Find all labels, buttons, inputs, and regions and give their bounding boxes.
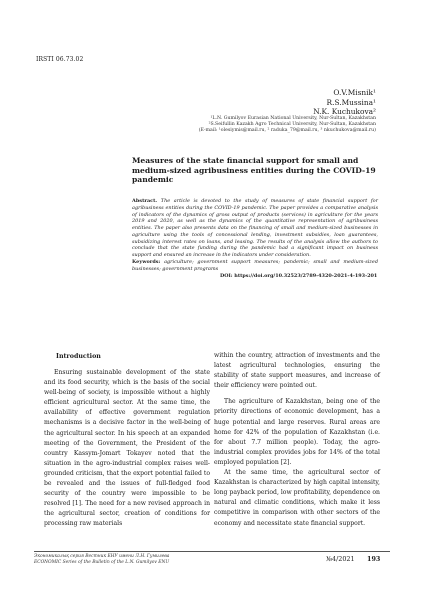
left-column	[44, 352, 210, 530]
affiliation: ¹L.N. Gumilyov Eurasian National University, Nur-Sultan, Kazakhstan	[210, 116, 376, 121]
author-list	[313, 88, 376, 117]
body-paragraph: The agriculture of Kazakhstan, being one of the priority directions of economic development, has a huge potential and large reserves. Rural areas are home for 42% of the population of Kazakhstan (i.e. for about 7.7 million people). Today, the agro-industrial complex provides jobs for 14% of the total employed population [2].	[214, 398, 380, 466]
page-number: 193	[367, 555, 381, 563]
paper-title: Measures of the state financial support for small and medium-sized agribusiness entities during the COVID-19 pandemic	[132, 156, 376, 185]
journal-line: Экономикалық серия Вестник ЕНУ имени Л.Н. Гумилева	[34, 554, 170, 559]
body-paragraph: At the same time, the agricultural sector of Kazakhstan is characterized by high capital intensity, long payback period, low profitability, dependence on natural and climatic conditions, which make it less competitive in comparison with other sectors of the economy and necessitate state financial support.	[214, 469, 380, 527]
issue-number: №4/2021	[326, 555, 355, 563]
abstract-label: Abstract.	[132, 198, 158, 204]
keywords-line	[132, 259, 378, 273]
abstract-text: The article is devoted to the study of measures of state financial support for agribusiness entities during the COVID-19 pandemic. The paper provides a comparative analysis of indicators of the dynamics of gross output of products (services) in agriculture for the years 2019 and 2020, as well as the dynamics of the quantitative representation of agribusiness entities. The paper also presents data on the financing of small and medium-sized businesses in agriculture using the tools of concessional lending, investment subsidies, loan guarantees, subsidizing interest rates on loans, and leasing. The results of the analysis allow the authors to conclude that the state funding during the pandemic had a significant impact on business support and ensured an increase in the indicators under consideration.	[132, 198, 379, 258]
right-column	[214, 351, 380, 529]
abstract-block	[132, 198, 378, 272]
journal-line: ECONOMIC Series of the Bulletin of the L.N. Gumilyov ENU	[34, 560, 170, 566]
affiliation-list	[199, 116, 376, 135]
journal-name	[34, 554, 169, 567]
section-heading: Introduction	[56, 353, 101, 360]
keywords-text: agriculture; government support measures; pandemic; small and medium-sized businesses; government programs	[132, 258, 378, 272]
body-paragraph: Ensuring sustainable development of the state and its food security, which is the basis of the social well-being of society, is impossible without a highly efficient agricultural sector. At the same time, the availability of effective government regulation mechanisms is a decisive factor in the well-being of the agricultural sector. In his speech at an expanded meeting of the Government, the President of the country Kassym-Jomart Tokayev noted that the situation in the agro-industrial complex raises well-grounded criticism, that the export potential failed to be revealed and the issues of full-fledged food security of the country were impossible to be resolved [1]. The need for a new revised approach in the agricultural sector, creation of conditions for processing raw materials	[44, 369, 210, 528]
irsti-code: IRSTI 06.73.02	[36, 56, 84, 63]
keywords-label: Keywords:	[132, 258, 161, 265]
body-paragraph: within the country, attraction of investments and the latest agricultural technologies, ensuring the stability of state support measures, and increase of their efficiency were pointed out.	[214, 352, 380, 390]
footer-divider	[34, 551, 390, 552]
affiliation: ²S.Seifullin Kazakh Agro Technical University, Nur-Sultan, Kazakhstan	[208, 122, 376, 128]
author-name: R.S.Mussina¹	[326, 97, 376, 107]
affiliation-emails: (E-mail: ¹olesiymis@mail.ru, ² raduka_79@mail.ru, ³ nkuchukova@mail.ru)	[198, 128, 376, 134]
doi-link[interactable]: DOI: https://doi.org/10.32523/2789-4320-2021-4-193-201	[220, 273, 378, 279]
author-name: O.V.Misnik¹	[333, 88, 376, 97]
author-name: N.K. Kuchukova²	[313, 107, 376, 117]
